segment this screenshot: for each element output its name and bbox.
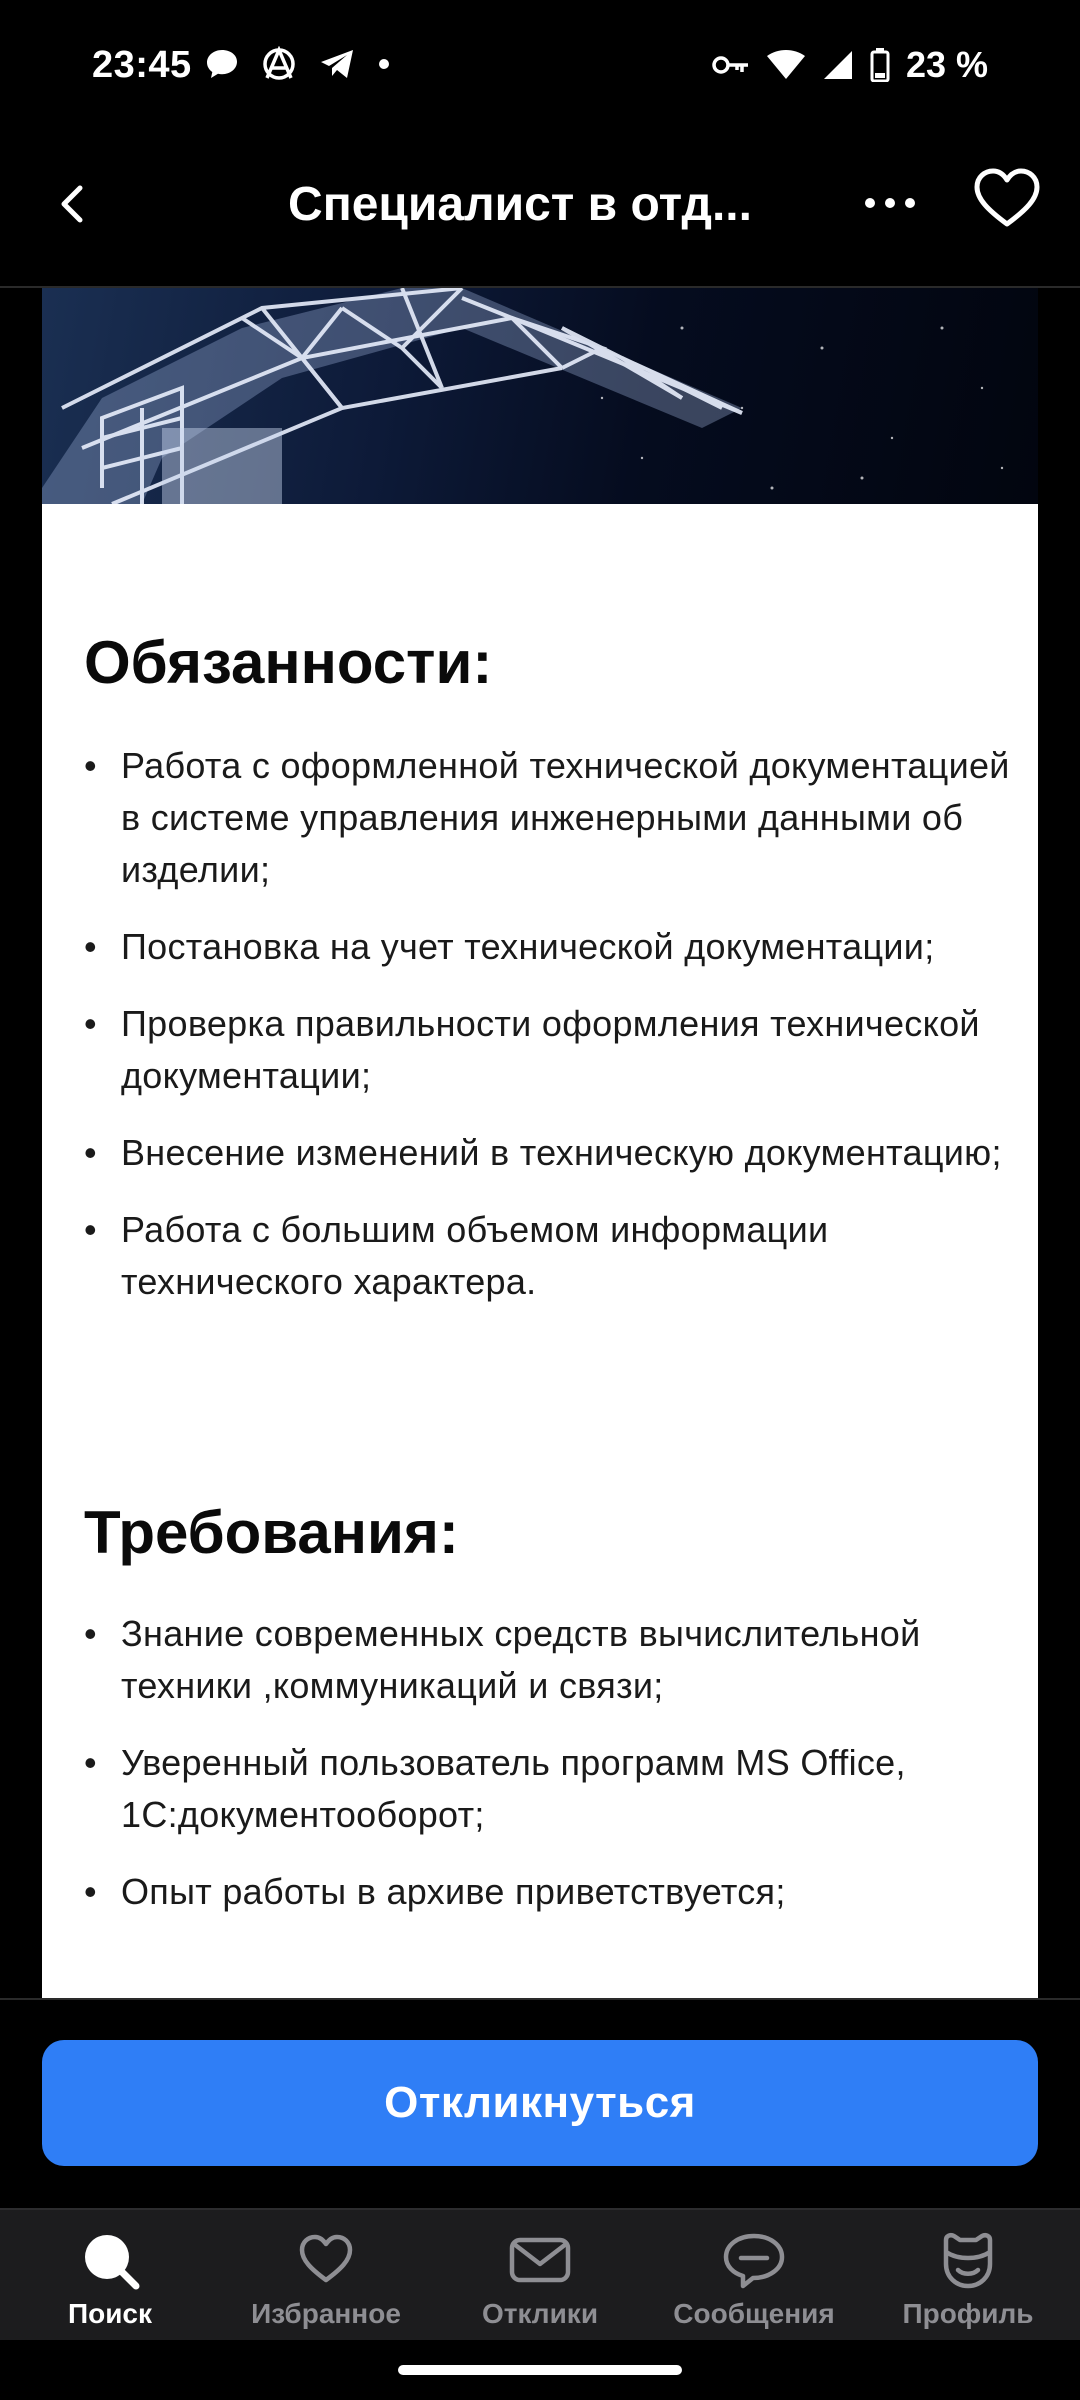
chat-icon (721, 2230, 787, 2290)
list-item: • Работа с оформленной технической документацией в системе управления инженерными данными об изделии; (84, 740, 1024, 896)
header (0, 134, 1080, 288)
chevron-left-icon (44, 174, 104, 234)
key-icon (712, 53, 750, 77)
banner-image (42, 288, 1038, 504)
battery-icon (870, 48, 890, 82)
mail-icon (507, 2230, 573, 2290)
more-dots-icon (860, 178, 920, 228)
heart-icon (970, 162, 1044, 236)
requirements-title: Требования: (84, 1499, 459, 1566)
vacancy-content[interactable] (0, 288, 1080, 1998)
list-item: • Постановка на учет технической документации; (84, 921, 1024, 973)
back-button[interactable] (44, 174, 104, 234)
heart-icon (296, 2230, 356, 2290)
page-title: Специалист в отд... (288, 178, 752, 231)
system-status (712, 44, 988, 86)
tab-label: Избранное (251, 2298, 401, 2329)
list-item: • Знание современных средств вычислительной техники ,коммуникаций и связи; (84, 1608, 1024, 1712)
notification-icons (205, 46, 391, 82)
list-item: • Работа с большим объемом информации технического характера. (84, 1204, 1024, 1308)
profile-icon (938, 2230, 998, 2290)
dot-icon (377, 57, 391, 71)
favorite-button[interactable] (970, 162, 1044, 236)
tab-favorites[interactable] (218, 2210, 434, 2340)
status-time: 23:45 (92, 44, 192, 86)
tab-messages[interactable] (646, 2210, 862, 2340)
requirements-list (84, 1608, 1024, 1943)
tab-label: Сообщения (673, 2298, 835, 2329)
chat-bubble-icon (205, 48, 239, 80)
duties-title: Обязанности: (84, 629, 493, 696)
divider (0, 1998, 1080, 2000)
tab-label: Профиль (902, 2298, 1034, 2329)
search-icon (80, 2230, 140, 2290)
satellite-antenna-image (42, 288, 1038, 504)
list-item: • Внесение изменений в техническую документацию; (84, 1127, 1024, 1179)
tab-label: Поиск (67, 2298, 153, 2329)
signal-icon (822, 49, 854, 81)
tab-label: Отклики (481, 2298, 599, 2329)
tab-search[interactable] (2, 2210, 218, 2340)
duties-list (84, 740, 1024, 1333)
battery-text: 23 % (905, 44, 988, 85)
list-item: • Уверенный пользователь программ MS Office, 1С:документооборот; (84, 1737, 1024, 1841)
status-bar (0, 0, 1080, 134)
list-item: • Проверка правильности оформления технической документации; (84, 998, 1024, 1102)
vacancy-card (42, 288, 1038, 1998)
home-indicator[interactable] (398, 2365, 682, 2375)
tab-profile[interactable] (860, 2210, 1076, 2340)
anarchy-icon (261, 46, 297, 82)
wifi-icon (766, 49, 806, 81)
telegram-icon (319, 48, 355, 80)
bottom-tab-bar (0, 2208, 1080, 2340)
list-item: • Опыт работы в архиве приветствуется; (84, 1866, 1024, 1918)
tab-responses[interactable] (432, 2210, 648, 2340)
more-button[interactable] (860, 178, 920, 228)
apply-button[interactable]: Откликнуться (42, 2040, 1038, 2166)
